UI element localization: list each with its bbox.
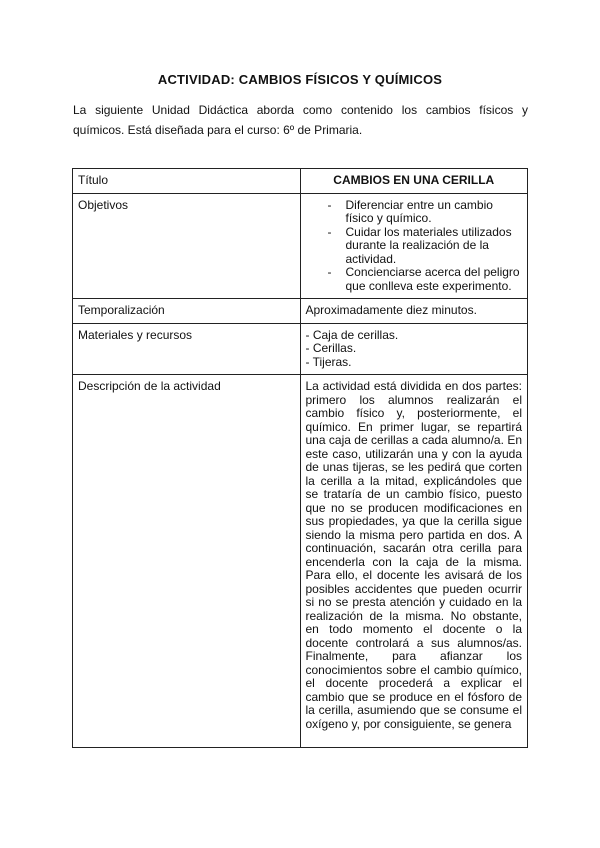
materials-cell bbox=[300, 323, 528, 375]
table-row-objetivos bbox=[73, 193, 528, 299]
description-text: La actividad está dividida en dos partes: primero los alumnos realizarán el cambio físico y, posteriormente, el químico. En primer lugar, se repartirá una caja de cerillas a cada alumno/a. En este caso, utilizarán una y con la ayuda de unas tijeras, se les pedirá que corten la cerilla a la mitad, explicándoles que se trataría de un cambio físico, puesto que no se producen modificaciones en sus propiedades, ya que la cerilla sigue siendo la misma pero partida en dos. A continuación, sacarán otra cerilla para encenderla con la caja de la misma. Para ello, el docente les avisará de los posibles accidentes que pueden ocurrir si no se presta atención y cuidado en la realización de la misma. No obstante, en todo momento el docente o la docente controlará a sus alumnos/as. Finalmente, para afianzar los conocimientos sobre el cambio químico, el docente procederá a explicar el cambio que se produce en el fósforo de la cerilla, asumiendo que se consume el oxígeno y, por consiguiente, se genera bbox=[300, 375, 528, 748]
row-label-materiales: Materiales y recursos bbox=[73, 323, 301, 375]
material-item: - Cerillas. bbox=[305, 341, 357, 355]
intro-paragraph: La siguiente Unidad Didáctica aborda como contenido los cambios físicos y químicos. Está diseñada para el curso: 6º de Primaria. bbox=[73, 103, 528, 137]
objective-item: - Cuidar los materiales utilizados durante la realización de la actividad. bbox=[328, 226, 523, 267]
row-label-temporalizacion: Temporalización bbox=[73, 299, 301, 324]
activity-name: CAMBIOS EN UNA CERILLA bbox=[300, 169, 528, 194]
duration-value: Aproximadamente diez minutos. bbox=[300, 299, 528, 324]
table-row-descripcion bbox=[73, 375, 528, 748]
material-item: - Caja de cerillas. bbox=[305, 327, 399, 342]
table-row-materiales bbox=[73, 323, 528, 375]
activity-table bbox=[72, 168, 528, 748]
document-title: ACTIVIDAD: CAMBIOS FÍSICOS Y QUÍMICOS bbox=[157, 72, 443, 87]
objective-item: - Diferenciar entre un cambio físico y químico. bbox=[328, 199, 523, 226]
row-label-titulo: Título bbox=[73, 169, 301, 194]
material-item: - Tijeras. bbox=[305, 354, 352, 369]
row-label-descripcion: Descripción de la actividad bbox=[73, 375, 301, 748]
table-row-temporalizacion bbox=[73, 299, 528, 324]
row-label-objetivos: Objetivos bbox=[73, 193, 301, 299]
objectives-cell bbox=[300, 193, 528, 299]
table-row-titulo bbox=[73, 169, 528, 194]
objective-item: - Concienciarse acerca del peligro que conlleva este experimento. bbox=[328, 266, 523, 293]
objectives-list bbox=[306, 199, 523, 294]
